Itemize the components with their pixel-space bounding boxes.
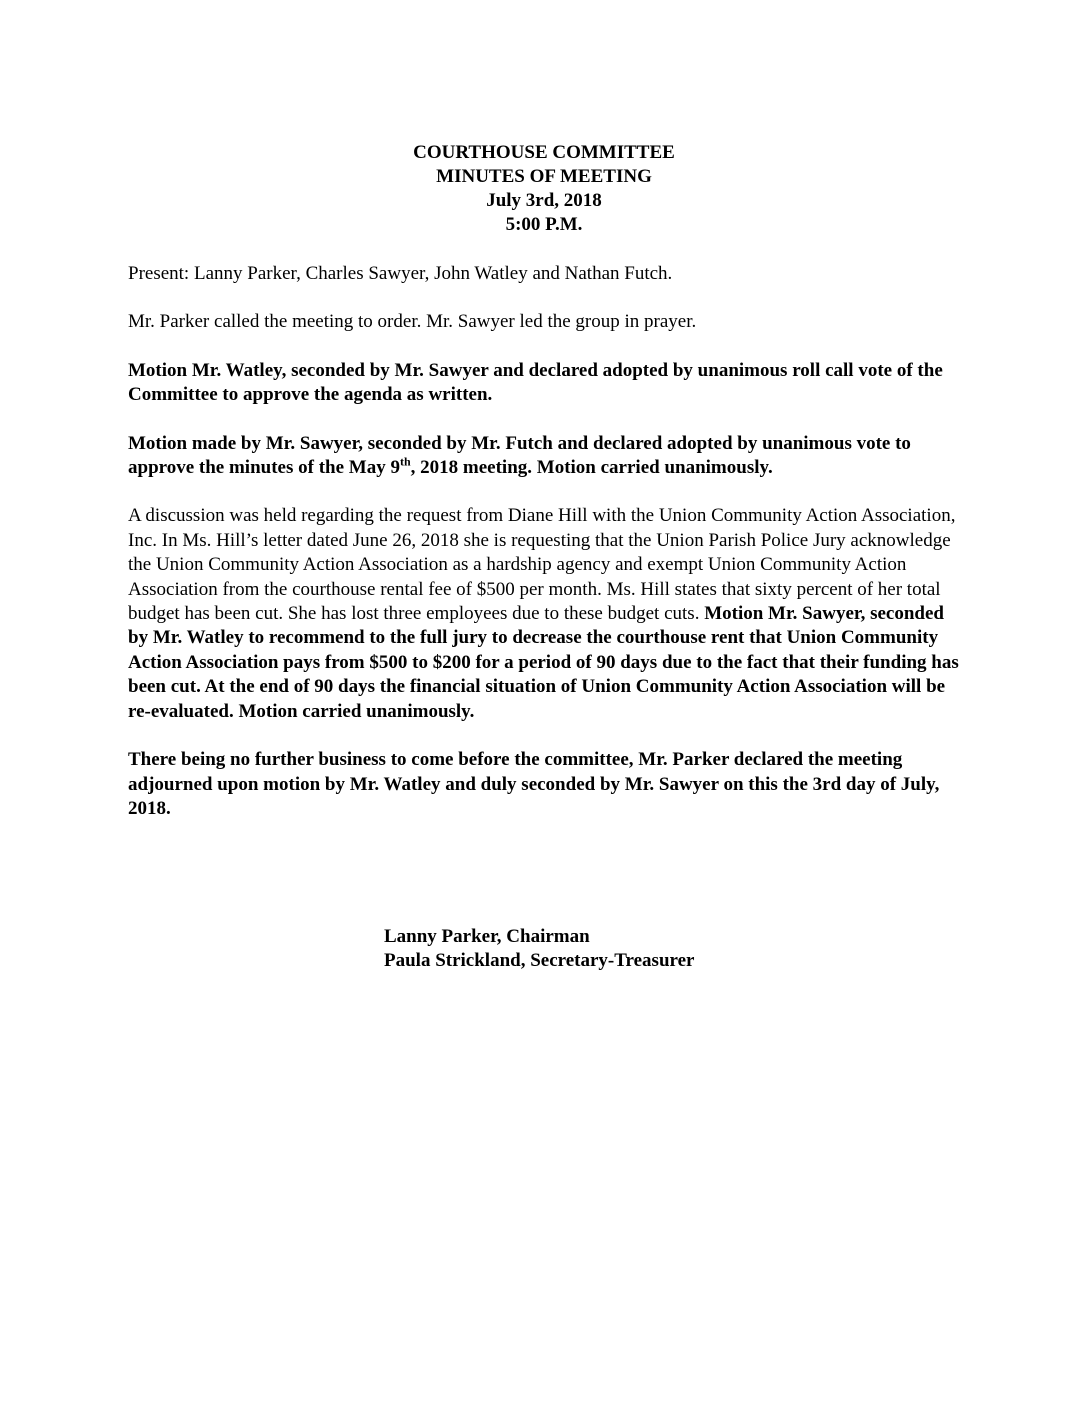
minutes-motion-paragraph (128, 432, 960, 481)
agenda-motion-paragraph: Motion Mr. Watley, seconded by Mr. Sawyer and declared adopted by unanimous roll call vote of the Committee to approve the agenda as written. (128, 359, 943, 406)
discussion-paragraph (128, 504, 960, 724)
committee-title: COURTHOUSE COMMITTEE (413, 142, 675, 163)
meeting-date: July 3rd, 2018 (486, 190, 602, 211)
chairman-signature: Lanny Parker, Chairman (384, 926, 590, 947)
meeting-time: 5:00 P.M. (505, 214, 583, 235)
secretary-signature: Paula Strickland, Secretary-Treasurer (384, 950, 695, 971)
adjournment-paragraph: There being no further business to come before the committee, Mr. Parker declared the meeting adjourned upon motion by Mr. Watley and duly seconded by Mr. Sawyer on this the 3rd day of July, 2018. (128, 749, 940, 819)
signature-block (384, 925, 694, 973)
call-to-order-paragraph: Mr. Parker called the meeting to order. Mr. Sawyer led the group in prayer. (128, 311, 697, 333)
rent-motion-text: Motion Mr. Sawyer, seconded by Mr. Watley to recommend to the full jury to decrease the courthouse rent that Union Community Action Association pays from $500 to $200 for a period of 90 days due to the fact that their funding has been cut. At the end of 90 days the financial situation of Union Community Action Association will be re-evaluated. Motion carried unanimously. (128, 603, 959, 722)
present-paragraph: Present: Lanny Parker, Charles Sawyer, John Watley and Nathan Futch. (128, 263, 673, 284)
document-header (0, 141, 1088, 237)
minutes-motion-text: Motion made by Mr. Sawyer, seconded by Mr. Futch and declared adopted by unanimous vote to approve the minutes of the May 9 (128, 432, 911, 479)
minutes-title: MINUTES OF MEETING (436, 166, 652, 187)
discussion-text: A discussion was held regarding the request from Diane Hill with the Union Community Action Association, Inc. In Ms. Hill’s letter dated June 26, 2018 she is requesting that the Union Parish Police Jury acknowledge the Union Community Action Association as a hardship agency and exempt Union Community Action Association from the courthouse rental fee of $500 per month. Ms. Hill states that sixty percent of her total budget has been cut. She has lost three employees due to these budget cuts. (128, 505, 956, 625)
ordinal-suffix: th (399, 454, 411, 469)
minutes-motion-text-end: , 2018 meeting. Motion carried unanimously. (410, 457, 773, 479)
minutes-body (128, 262, 960, 845)
